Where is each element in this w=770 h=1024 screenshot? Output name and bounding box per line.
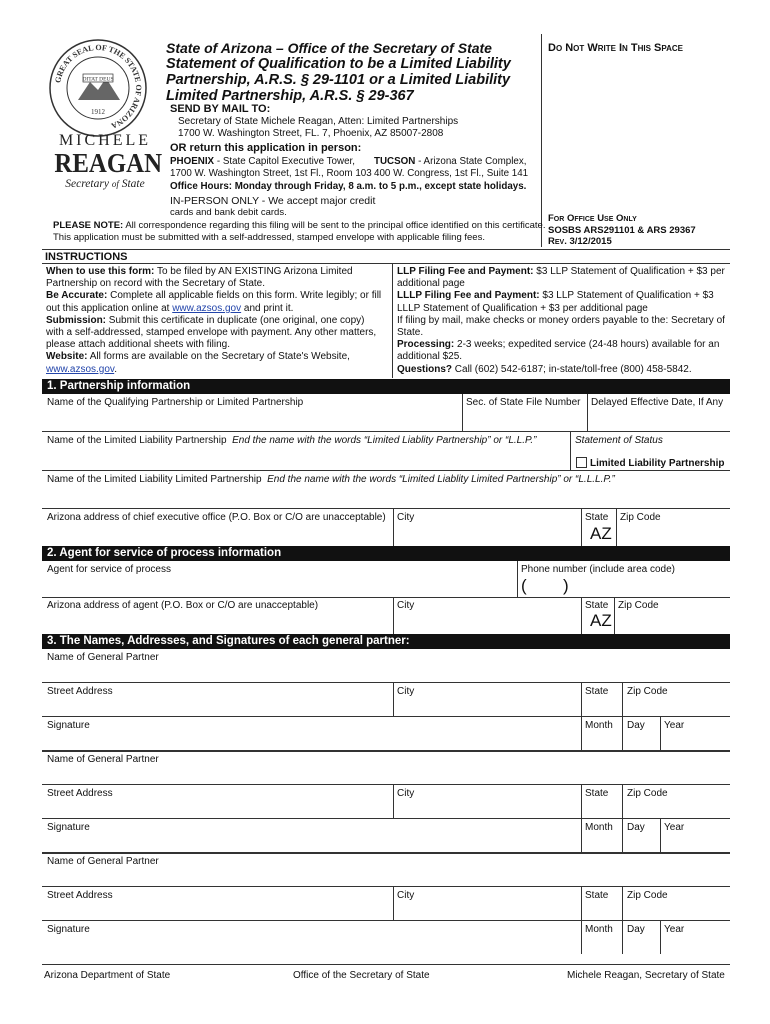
partner-city-label: City [397,890,415,901]
in-person-title: OR return this application in person: [170,142,362,154]
divider [517,561,518,597]
mail-address [178,116,458,140]
phone-area-open: ( [521,576,527,595]
accurate-text-2b: and print it. [241,302,294,314]
agent-state-label: State [585,600,609,611]
please-note-label: PLEASE NOTE: [53,220,124,231]
office-box-divider [541,34,542,247]
mail-line-1: Secretary of State Michele Reagan, Atten: Limited Partnerships [178,116,459,127]
website-end: . [114,363,117,375]
divider [42,431,730,432]
partner-signature-field[interactable] [42,732,580,749]
ceo-zip-label: Zip Code [620,512,661,523]
arizona-seal [48,38,148,138]
agent-city-field[interactable] [394,613,580,633]
footer-right: Michele Reagan, Secretary of State [567,970,725,981]
in-person-note [170,195,375,219]
divider [42,920,730,921]
partner-signature-field[interactable] [42,834,580,851]
partner-name-field[interactable] [42,664,730,681]
llp-status-checkbox[interactable] [576,457,587,468]
divider [42,682,730,683]
llp-name-note: End the name with the words “Limited Liablity Partnership” or “L.L.P.” [232,435,537,446]
office-sosbs: SOSBS ARS291101 & ARS 29367 [548,224,696,236]
lllp-name-text: Name of the Limited Liability Limited Partnership [47,474,262,485]
llp-status-label: Limited Liability Partnership [590,458,725,469]
lllp-fee-text-1: $3 LLP Statement of Qualification + $3 [539,290,714,302]
ceo-state-value: AZ [590,524,612,543]
phone-label: Phone number (include area code) [521,564,675,575]
phoenix-office [170,156,372,180]
divider [660,920,661,954]
logo-title-post: State [121,178,145,190]
divider [42,508,730,509]
send-by-mail-title: SEND BY MAIL TO: [170,103,271,115]
divider [660,818,661,852]
ceo-address-label: Arizona address of chief executive office (P.O. Box or C/O are unacceptable) [47,512,386,523]
lllp-fee-label: LLLP Filing Fee and Payment: [397,290,540,302]
submission-text-1: Submit this certificate in duplicate (one original, one copy) [106,314,365,326]
llp-fee-text-1: $3 LLP Statement of Qualification + $3 per [533,266,725,277]
office-use-block [548,213,696,248]
payable-text-1: If filing by mail, make checks or money orders payable to the: Secretary of [397,314,725,326]
partner-name-label: Name of General Partner [47,856,159,867]
partner-state-label: State [585,686,609,697]
file-number-label: Sec. of State File Number [466,397,581,408]
agent-field[interactable] [42,577,516,596]
logo-title-pre: Secretary [65,178,109,190]
phoenix-line-2: 1700 W. Washington Street, 1st Fl., Room 103 [170,168,372,179]
divider [581,597,582,634]
partner-signature-label: Signature [47,720,90,731]
do-not-write-label: Do Not Write In This Space [548,42,683,54]
seal-year: 1912 [91,108,105,116]
instructions-left [46,266,391,376]
accurate-label: Be Accurate: [46,290,108,302]
in-person-line-1: IN-PERSON ONLY - We accept major credit [170,195,376,207]
llp-name-field[interactable] [42,448,569,468]
partner-day-label: Day [627,822,645,833]
website-link[interactable]: www.azsos.gov [46,363,115,375]
partner-state-label: State [585,890,609,901]
partner-name-field[interactable] [42,766,730,783]
phone-area-close: ) [563,576,569,595]
office-hours: Office Hours: Monday through Friday, 8 a.m. to 5 p.m., except state holidays. [170,181,527,192]
qualifying-name-field[interactable] [42,410,462,430]
llp-name-text: Name of the Limited Liability Partnership [47,435,227,446]
submission-text-2: with a self-addressed, stamped envelope with payment. Any other matters, [46,327,377,339]
seal-ring-text: GREAT SEAL OF THE STATE OF ARIZONA [53,42,144,131]
partner-month-label: Month [585,720,613,731]
partner-month-label: Month [585,822,613,833]
mail-line-2: 1700 W. Washington Street, FL. 7, Phoenix, AZ 85007-2808 [178,128,444,139]
instructions-divider [392,263,393,378]
partner-street-field[interactable] [42,698,392,715]
azsos-link[interactable]: www.azsos.gov [172,302,242,314]
submission-text-3: please attach additional sheets with filing. [46,339,231,351]
footer-left: Arizona Department of State [44,970,171,981]
divider [42,784,730,785]
office-rev: Rev. 3/12/2015 [548,236,612,247]
statement-status-label: Statement of Status [575,435,663,446]
accurate-text-1: Complete all applicable fields on this form. Write legibly; or fill [107,290,382,302]
when-label: When to use this form: [46,266,155,277]
section-3-header: 3. The Names, Addresses, and Signatures of each general partner: [42,634,730,649]
delayed-date-field[interactable] [588,410,730,430]
partner-year-label: Year [664,822,685,833]
tucson-line-2: 400 W. Congress, 1st Fl., Suite 141 [374,168,529,179]
llp-name-label [47,435,537,447]
partner-city-label: City [397,686,415,697]
lllp-name-label [47,474,615,486]
questions-text: Call (602) 542-6187; in-state/toll-free (800) 458-5842. [452,363,692,375]
title-line-4: Limited Partnership, A.R.S. § 29-367 [166,88,414,104]
divider [42,852,730,854]
divider [570,431,571,470]
processing-label: Processing: [397,339,455,351]
in-person-line-2: cards and bank debit cards. [170,207,287,218]
tucson-office [374,156,528,180]
website-text: All forms are available on the Secretary of State's Website, [87,351,350,363]
tucson-label: TUCSON [374,156,416,167]
partner-street-field[interactable] [42,902,392,919]
submission-label: Submission: [46,314,107,326]
tucson-line-1: - Arizona State Complex, [415,156,527,167]
title-line-1: State of Arizona – Office of the Secretary of State [166,40,492,56]
seal-motto: DITAT DEUS [82,76,114,83]
divider [660,716,661,750]
please-note [53,220,546,244]
divider [42,597,730,598]
agent-state-value: AZ [590,611,612,630]
office-use-only: For Office Use Only [548,213,637,224]
partner-street-label: Street Address [47,890,113,901]
divider [42,886,730,887]
instructions-right [397,266,730,376]
instructions-title-rule [42,263,730,264]
please-note-line-2: This application must be submitted with a self-addressed, stamped envelope with applicable filing fees. [53,232,485,243]
phoenix-line-1: - State Capitol Executive Tower, [214,156,355,167]
qualifying-name-label: Name of the Qualifying Partnership or Limited Partnership [47,397,304,408]
partner-zip-label: Zip Code [627,890,668,901]
footer-rule [42,964,730,965]
lllp-name-field[interactable] [42,487,730,507]
divider [42,716,730,717]
logo-first-name: MICHELE [58,132,152,149]
ceo-city-field[interactable] [394,525,580,545]
divider [42,470,730,471]
ceo-state-label: State [585,512,609,523]
logo-title-of: of [111,179,119,189]
divider [42,818,730,819]
form-title [166,40,540,104]
please-note-line-1: All correspondence regarding this filing will be sent to the principal office identified on this certificate. [123,220,546,231]
lllp-fee-text-2: LLLP Statement of Qualification + $3 per additional page [397,302,648,314]
phone-field[interactable] [530,577,730,596]
footer-center: Office of the Secretary of State [293,970,430,981]
partner-city-field[interactable] [394,800,580,817]
partner-street-label: Street Address [47,788,113,799]
website-label: Website: [46,351,88,363]
divider [581,508,582,546]
file-number-field[interactable] [463,410,587,430]
partner-street-field[interactable] [42,800,392,817]
phoenix-label: PHOENIX [170,156,215,167]
agent-address-field[interactable] [42,613,392,633]
logo-last-name: REAGAN [54,148,163,178]
partner-year-label: Year [664,720,685,731]
partner-signature-label: Signature [47,822,90,833]
partner-name-label: Name of General Partner [47,754,159,765]
partner-day-label: Day [627,924,645,935]
partner-year-label: Year [664,924,685,935]
partner-city-field[interactable] [394,902,580,919]
agent-zip-field[interactable] [615,613,730,633]
lllp-name-note: End the name with the words “Limited Liablity Limited Partnership” or “L.L.L.P.” [267,474,615,485]
partner-city-field[interactable] [394,698,580,715]
partner-zip-label: Zip Code [627,686,668,697]
llp-fee-label: LLP Filing Fee and Payment: [397,266,534,277]
instructions-title: INSTRUCTIONS [45,251,128,263]
partner-day-label: Day [627,720,645,731]
divider [42,750,730,752]
partner-signature-label: Signature [47,924,90,935]
questions-label: Questions? [397,363,453,375]
partner-street-label: Street Address [47,686,113,697]
partner-zip-label: Zip Code [627,788,668,799]
llp-fee-text-2: additional page [397,278,465,290]
title-line-3: Partnership, A.R.S. § 29-1101 or a Limited Liability [166,72,511,88]
ceo-address-field[interactable] [42,525,392,545]
title-line-2: Statement of Qualification to be a Limited Liability [166,56,511,72]
processing-text-1: 2-3 weeks; expedited service (24-48 hours) available for an [454,339,720,351]
delayed-date-label: Delayed Effective Date, If Any [591,397,724,408]
agent-city-label: City [397,600,415,611]
instructions-top-rule [42,249,730,250]
section-1-header: 1. Partnership information [42,379,730,394]
ceo-city-label: City [397,512,415,523]
when-text-1: To be filed by AN EXISTING Arizona Limited [154,266,353,277]
section-2-header: 2. Agent for service of process information [42,546,730,561]
payable-text-2: State. [397,327,424,339]
agent-zip-label: Zip Code [618,600,659,611]
accurate-text-2a: out this application online at [46,302,173,314]
agent-address-label: Arizona address of agent (P.O. Box or C/O are unacceptable) [47,600,319,611]
partner-signature-field[interactable] [42,936,580,953]
partner-city-label: City [397,788,415,799]
when-text-2: Partnership on record with the Secretary of State. [46,278,265,290]
partner-name-label: Name of General Partner [47,652,159,663]
ceo-zip-field[interactable] [617,525,730,545]
agent-label: Agent for service of process [47,564,171,575]
partner-month-label: Month [585,924,613,935]
partner-state-label: State [585,788,609,799]
partner-name-field[interactable] [42,868,730,885]
processing-text-2: additional $25. [397,351,463,363]
secretary-logo [50,132,163,191]
